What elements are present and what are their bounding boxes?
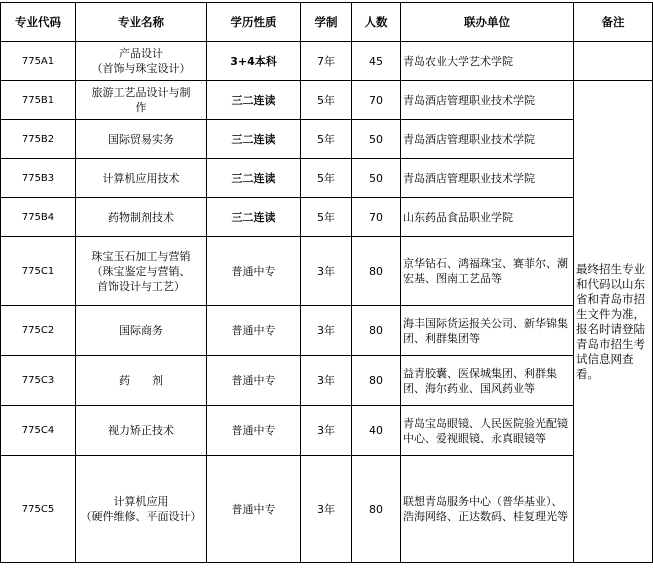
header-note: 备注 bbox=[574, 3, 653, 42]
cell-years: 5年 bbox=[301, 120, 352, 159]
cell-code: 775C5 bbox=[1, 456, 76, 563]
cell-name-text: 产品设计 （首饰与珠宝设计） bbox=[91, 47, 191, 75]
cell-code: 775C2 bbox=[1, 306, 76, 356]
cell-name-text: 药物制剂技术 bbox=[108, 210, 174, 224]
cell-edu: 三二连读 bbox=[207, 159, 301, 198]
cell-years: 3年 bbox=[301, 456, 352, 563]
cell-edu: 普通中专 bbox=[207, 456, 301, 563]
table-row bbox=[1, 237, 653, 306]
cell-name bbox=[76, 456, 207, 563]
cell-edu: 三二连读 bbox=[207, 120, 301, 159]
cell-years: 3年 bbox=[301, 306, 352, 356]
cell-count: 45 bbox=[352, 42, 401, 81]
cell-code: 775B4 bbox=[1, 198, 76, 237]
cell-years: 3年 bbox=[301, 356, 352, 406]
cell-unit: 青岛酒店管理职业技术学院 bbox=[401, 81, 574, 120]
cell-code: 775B3 bbox=[1, 159, 76, 198]
header-years: 学制 bbox=[301, 3, 352, 42]
cell-unit: 青岛农业大学艺术学院 bbox=[401, 42, 574, 81]
table-row bbox=[1, 406, 653, 456]
header-count: 人数 bbox=[352, 3, 401, 42]
cell-name bbox=[76, 356, 207, 406]
cell-years: 5年 bbox=[301, 81, 352, 120]
cell-name bbox=[76, 406, 207, 456]
cell-count: 80 bbox=[352, 306, 401, 356]
table-row bbox=[1, 159, 653, 198]
header-code: 专业代码 bbox=[1, 3, 76, 42]
cell-name bbox=[76, 237, 207, 306]
cell-years: 3年 bbox=[301, 237, 352, 306]
cell-name-text: 视力矫正技术 bbox=[108, 424, 174, 437]
header-edu: 学历性质 bbox=[207, 3, 301, 42]
table-row bbox=[1, 81, 653, 120]
enrollment-table bbox=[0, 2, 653, 563]
cell-code: 775B1 bbox=[1, 81, 76, 120]
cell-years: 5年 bbox=[301, 159, 352, 198]
cell-count: 50 bbox=[352, 120, 401, 159]
cell-name-text: 旅游工艺品设计与制 作 bbox=[91, 86, 191, 114]
cell-name-text: 计算机应用技术 bbox=[102, 171, 180, 185]
cell-years: 5年 bbox=[301, 198, 352, 237]
cell-unit: 青岛酒店管理职业技术学院 bbox=[401, 159, 574, 198]
cell-edu: 三二连读 bbox=[207, 198, 301, 237]
cell-count: 80 bbox=[352, 456, 401, 563]
cell-code: 775C3 bbox=[1, 356, 76, 406]
note-cell: 最终招生专业和代码以山东省和青岛市招生文件为准，报名时请登陆青岛市招生考试信息网查看。 bbox=[574, 81, 653, 563]
cell-count: 50 bbox=[352, 159, 401, 198]
cell-name bbox=[76, 198, 207, 237]
table-row bbox=[1, 306, 653, 356]
table-row bbox=[1, 120, 653, 159]
cell-count: 80 bbox=[352, 237, 401, 306]
table-row bbox=[1, 198, 653, 237]
table-row bbox=[1, 42, 653, 81]
cell-unit: 青岛宝岛眼镜、人民医院验光配镜中心、爱视眼镜、永真眼镜等 bbox=[401, 406, 574, 456]
cell-name-text: 药 剂 bbox=[119, 374, 163, 387]
cell-name bbox=[76, 306, 207, 356]
cell-name bbox=[76, 120, 207, 159]
cell-count: 40 bbox=[352, 406, 401, 456]
cell-name bbox=[76, 42, 207, 81]
cell-count: 70 bbox=[352, 81, 401, 120]
cell-years: 3年 bbox=[301, 406, 352, 456]
cell-years: 7年 bbox=[301, 42, 352, 81]
cell-edu: 3+4本科 bbox=[207, 42, 301, 81]
table-row bbox=[1, 456, 653, 563]
cell-edu: 普通中专 bbox=[207, 237, 301, 306]
cell-name-text: 国际贸易实务 bbox=[108, 132, 174, 146]
cell-count: 70 bbox=[352, 198, 401, 237]
cell-note bbox=[574, 42, 653, 81]
cell-edu: 普通中专 bbox=[207, 356, 301, 406]
cell-name bbox=[76, 159, 207, 198]
cell-name-text: 计算机应用 （硬件维修、平面设计） bbox=[80, 495, 202, 523]
cell-name-text: 国际商务 bbox=[119, 324, 163, 337]
cell-count: 80 bbox=[352, 356, 401, 406]
cell-unit: 联想青岛服务中心（普华基业）、浩海网络、正达数码、桂复理光等 bbox=[401, 456, 574, 563]
cell-unit: 海丰国际货运报关公司、新华锦集团、利群集团等 bbox=[401, 306, 574, 356]
cell-edu: 普通中专 bbox=[207, 406, 301, 456]
table-row bbox=[1, 356, 653, 406]
cell-unit: 青岛酒店管理职业技术学院 bbox=[401, 120, 574, 159]
header-name: 专业名称 bbox=[76, 3, 207, 42]
cell-edu: 普通中专 bbox=[207, 306, 301, 356]
cell-code: 775A1 bbox=[1, 42, 76, 81]
cell-code: 775C4 bbox=[1, 406, 76, 456]
header-row bbox=[1, 3, 653, 42]
cell-unit: 京华钻石、鸿福珠宝、赛菲尔、潮宏基、图南工艺品等 bbox=[401, 237, 574, 306]
cell-name bbox=[76, 81, 207, 120]
cell-code: 775B2 bbox=[1, 120, 76, 159]
cell-code: 775C1 bbox=[1, 237, 76, 306]
cell-unit: 山东药品食品职业学院 bbox=[401, 198, 574, 237]
cell-edu: 三二连读 bbox=[207, 81, 301, 120]
header-unit: 联办单位 bbox=[401, 3, 574, 42]
cell-name-text: 珠宝玉石加工与营销 （珠宝鉴定与营销、 首饰设计与工艺） bbox=[91, 249, 191, 293]
cell-unit: 益青胶囊、医保城集团、利群集团、海尔药业、国风药业等 bbox=[401, 356, 574, 406]
